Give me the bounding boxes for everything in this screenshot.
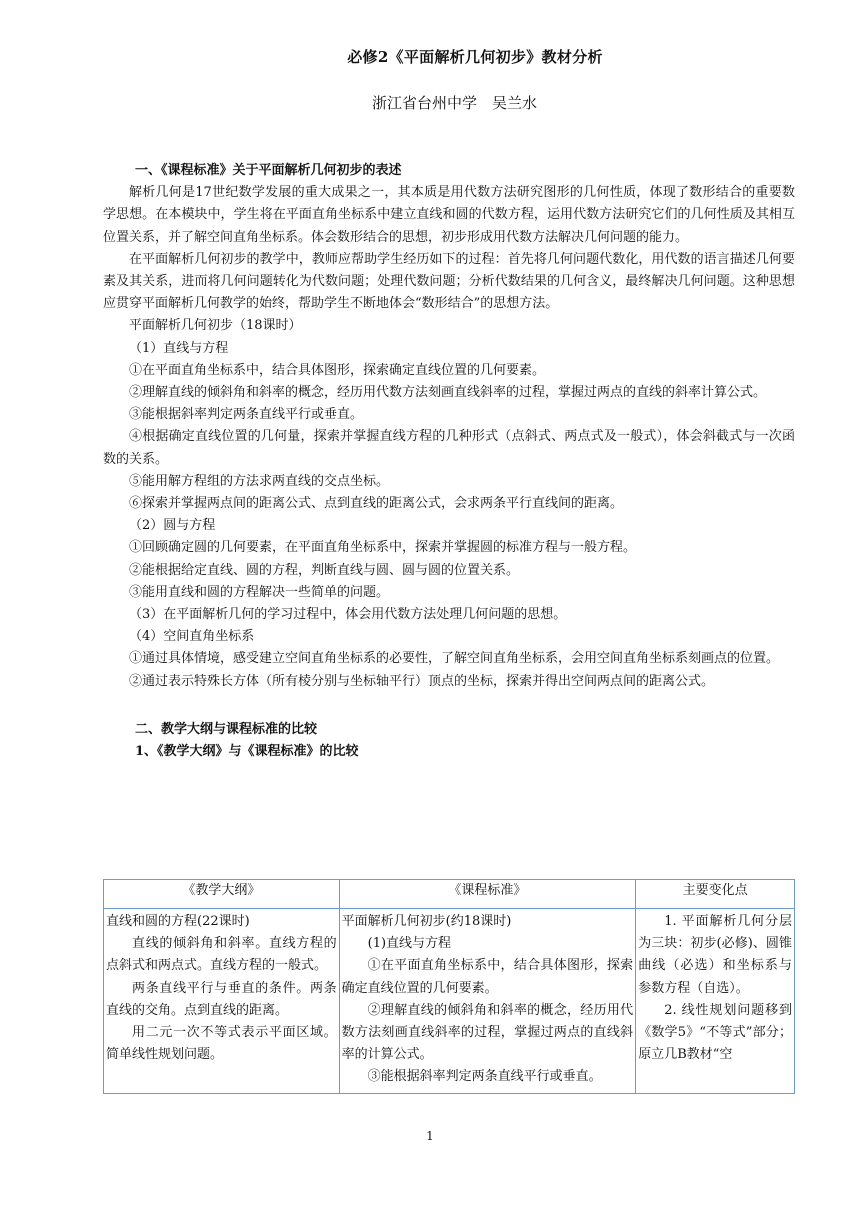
- cell-line: (1)直线与方程: [367, 936, 452, 952]
- section2-heading: 二、教学大纲与课程标准的比较: [135, 721, 318, 737]
- course-title: 平面解析几何初步（18课时）: [129, 318, 302, 334]
- list-item: ⑤能用解方程组的方法求两直线的交点坐标。: [129, 473, 390, 489]
- cell-line: 2. 线性规划问题移到《数学5》“不等式”部分；原立几B教材“空: [638, 1002, 792, 1063]
- list-item: ①通过具体情境，感受建立空间直角坐标系的必要性，了解空间直角坐标系，会用空间直角坐标系刻画点的位置。: [129, 651, 780, 667]
- list-item: ③能根据斜率判定两条直线平行或垂直。: [129, 407, 364, 423]
- table-header: 《教学大纲》: [104, 880, 340, 909]
- table-cell-syllabus: [104, 909, 340, 1094]
- list-item: ②能根据给定直线、圆的方程，判断直线与圆、圆与圆的位置关系。: [129, 562, 520, 578]
- cell-line: 1. 平面解析几何分层为三块：初步(必修)、圆锥曲线（必选）和坐标系与参数方程（自选）。: [638, 914, 792, 996]
- list-item: ⑥探索并掌握两点间的距离公式、点到直线的距离公式，会求两条平行直线间的距离。: [129, 496, 624, 512]
- page-number: 1: [426, 1129, 434, 1143]
- cell-line: 平面解析几何初步(约18课时): [341, 914, 512, 929]
- cell-line: 用二元一次不等式表示平面区域。简单线性规划问题。: [106, 1025, 337, 1063]
- section1-heading: 一、《课程标准》关于平面解析几何初步的表述: [135, 163, 402, 178]
- list-item: ①在平面直角坐标系中，结合具体图形，探索确定直线位置的几何要素。: [129, 362, 546, 378]
- table-cell-changes: [636, 909, 795, 1094]
- section2-subheading: 1、《教学大纲》与《课程标准》的比较: [135, 744, 359, 760]
- table-header: 主要变化点: [636, 880, 795, 909]
- document-title: 必修2《平面解析几何初步》教材分析: [347, 48, 603, 66]
- author-line: 浙江省台州中学 吴兰水: [372, 94, 538, 112]
- cell-line: 两条直线平行与垂直的条件。两条直线的交角。点到直线的距离。: [106, 980, 337, 1018]
- cell-line: ③能根据斜率判定两条直线平行或垂直。: [367, 1069, 602, 1085]
- cell-line: ②理解直线的倾斜角和斜率的概念，经历用代数方法刻画直线斜率的过程，掌握过两点的直线斜率的计算公式。: [341, 1002, 634, 1063]
- subsection-heading: （3）在平面解析几何的学习过程中，体会用代数方法处理几何问题的思想。: [129, 607, 567, 623]
- subsection-heading: （2）圆与方程: [129, 518, 216, 534]
- cell-line: ①在平面直角坐标系中，结合具体图形，探索确定直线位置的几何要素。: [341, 958, 634, 996]
- cell-line: 直线的倾斜角和斜率。直线方程的点斜式和两点式。直线方程的一般式。: [106, 936, 337, 974]
- paragraph: 解析几何是17世纪数学发展的重大成果之一，其本质是用代数方法研究图形的几何性质，体现了数形结合的重要数学思想。在本模块中，学生将在平面直角坐标系中建立直线和圆的代数方程，运用代数方法研究它们的几何性质及其相互位置关系，并了解空间直角坐标系。体会数形结合的思想，初步形成用代数方法解决几何问题的能力。: [103, 185, 795, 245]
- comparison-table: [103, 879, 795, 1094]
- table-row: [104, 909, 795, 1094]
- table-cell-standard: [339, 909, 636, 1094]
- subsection-heading: （1）直线与方程: [129, 340, 229, 356]
- subsection-heading: （4）空间直角坐标系: [129, 629, 255, 645]
- list-item: ②通过表示特殊长方体（所有棱分别与坐标轴平行）顶点的坐标，探索并得出空间两点间的距离公式。: [129, 673, 715, 689]
- table-header: 《课程标准》: [339, 880, 636, 909]
- cell-line: 直线和圆的方程(22课时): [106, 914, 250, 929]
- list-item: ③能用直线和圆的方程解决一些简单的问题。: [129, 584, 390, 600]
- list-item: ②理解直线的倾斜角和斜率的概念，经历用代数方法刻画直线斜率的过程，掌握过两点的直线的斜率计算公式。: [129, 385, 767, 401]
- table-header-row: [104, 880, 795, 909]
- list-item: ①回顾确定圆的几何要素，在平面直角坐标系中，探索并掌握圆的标准方程与一般方程。: [129, 540, 637, 556]
- paragraph: 在平面解析几何初步的教学中，教师应帮助学生经历如下的过程：首先将几何问题代数化，用代数的语言描述几何要素及其关系，进而将几何问题转化为代数问题；处理代数问题；分析代数结果的几何含义，最终解决几何问题。这种思想应贯穿平面解析几何教学的始终，帮助学生不断地体会“数形结合”的思想方法。: [103, 251, 795, 312]
- document-body: [103, 160, 795, 763]
- list-item: ④根据确定直线位置的几何量，探索并掌握直线方程的几种形式（点斜式、两点式及一般式），体会斜截式与一次函数的关系。: [103, 429, 795, 467]
